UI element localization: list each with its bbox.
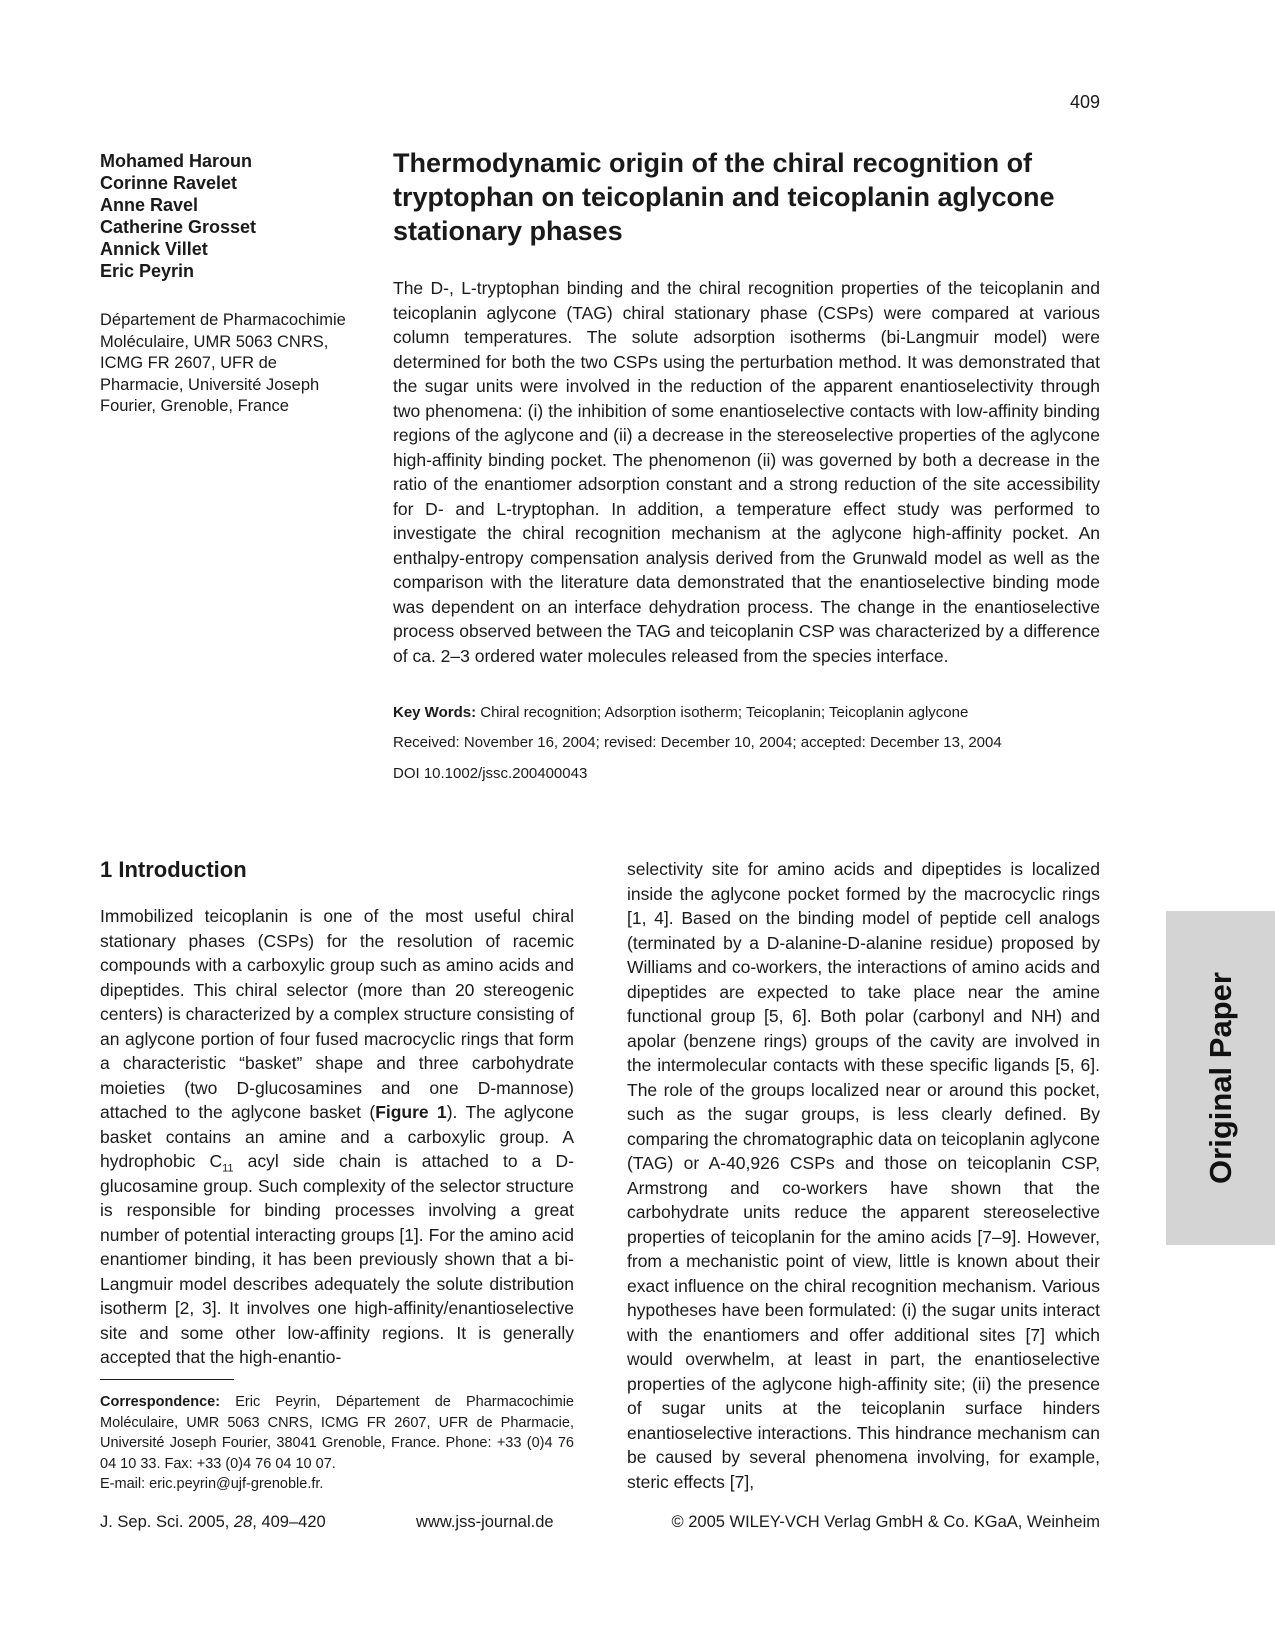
page-number: 409 bbox=[1069, 92, 1100, 112]
citation-suffix: , 409–420 bbox=[252, 1513, 326, 1531]
article-type-tab bbox=[1166, 911, 1275, 1245]
author-name: Eric Peyrin bbox=[100, 261, 195, 281]
intro-text: Immobilized teicoplanin is one of the most useful chiral stationary phases (CSPs) for the resolution of racemic compounds with a carboxylic group such as amino acids and dipeptides. This chiral selector (more than 20 stereogenic centers) is characterized by a complex structure consisting of an aglycone portion of four fused macrocyclic rings that form a characteristic “basket” shape and three carbohydrate moieties (two D-glucosamines and one D-mannose) attached to the aglycone basket ( bbox=[100, 906, 574, 1122]
affiliation-line: ICMG FR 2607, UFR de bbox=[100, 354, 277, 372]
author-list bbox=[100, 150, 360, 282]
affiliation-line: Département de Pharmacochimie bbox=[100, 311, 346, 329]
title-line: stationary phases bbox=[393, 216, 623, 246]
author-name: Catherine Grosset bbox=[100, 217, 257, 237]
correspondence-label: Correspondence: bbox=[100, 1394, 221, 1410]
received-dates: Received: November 16, 2004; revised: December 10, 2004; accepted: December 13, 2004 bbox=[393, 734, 1002, 751]
keywords-label: Key Words: bbox=[393, 704, 477, 721]
section-heading: 1 Introduction bbox=[100, 857, 247, 882]
intro-right-column: selectivity site for amino acids and dipeptides is localized inside the aglycone pocket formed by the macrocyclic rings [1, 4]. Based on the binding model of peptide cell analogs (terminated by a D-alanine-D-alanine residue) proposed by Williams and co-workers, the interactions of amino acids and dipeptides are expected to take place near the amine functional group [5, 6]. Both polar (carbonyl and NH) and apolar (benzene rings) groups of the cavity are involved in the intermolecular contacts with these specific ligands [5, 6]. The role of the groups localized near or around this pocket, such as the sugar groups, is less clearly defined. By comparing the chromatographic data on teicoplanin aglycone (TAG) or A-40,926 CSPs and those on teicoplanin CSP, Armstrong and co-workers have shown that the carbohydrate units reduce the apparent stereoselective properties of teicoplanin for the amino acids [7–9]. However, from a mechanistic point of view, little is known about their exact influence on the chiral recognition mechanism. Various hypotheses have been formulated: (i) the sugar units interact with the enantiomers and offer additional sites [7] which would overwhelm, at least in part, the enantioselective properties of the aglycone high-affinity site; (ii) the presence of sugar units at the teicoplanin surface hinders enantioselective interactions. This hindrance mechanism can be caused by several phenomena involving, for example, steric effects [7], bbox=[627, 859, 1100, 1492]
author-name: Corinne Ravelet bbox=[100, 173, 238, 193]
correspondence-email[interactable]: E-mail: eric.peyrin@ujf-grenoble.fr. bbox=[100, 1476, 324, 1492]
correspondence-note bbox=[100, 1392, 574, 1495]
affiliation-line: Pharmacie, Université Joseph bbox=[100, 375, 320, 394]
citation-volume: 28 bbox=[233, 1513, 253, 1531]
correspondence-text: Eric Peyrin, Département de Pharmacochimie Moléculaire, UMR 5063 CNRS, ICMG FR 2607, UFR de Pharmacie, Université Joseph Fourier, 38041 Grenoble, France. Phone: +33 (0)4 76 04 10 33. Fax: +33 (0)4 76 04 10 07. bbox=[100, 1394, 574, 1472]
journal-website-link[interactable]: www.jss-journal.de bbox=[416, 1513, 554, 1531]
paper-title bbox=[393, 146, 1113, 248]
doi: DOI 10.1002/jssc.200400043 bbox=[393, 765, 588, 782]
title-line: tryptophan on teicoplanin and teicoplanin aglycone bbox=[393, 182, 1055, 212]
footnote-divider bbox=[100, 1379, 234, 1380]
copyright-notice: © 2005 WILEY-VCH Verlag GmbH & Co. KGaA, Weinheim bbox=[671, 1513, 1100, 1531]
figure-reference[interactable]: Figure 1 bbox=[375, 1102, 447, 1122]
affiliation-line: Moléculaire, UMR 5063 CNRS, bbox=[100, 332, 329, 351]
keywords-text: Chiral recognition; Adsorption isotherm; Teicoplanin; Teicoplanin aglycone bbox=[476, 704, 969, 721]
title-line: Thermodynamic origin of the chiral recognition of bbox=[393, 148, 1033, 178]
subscript: 11 bbox=[222, 1162, 234, 1175]
journal-citation bbox=[100, 1513, 326, 1532]
affiliation-line: Fourier, Grenoble, France bbox=[100, 397, 289, 415]
citation-prefix: J. Sep. Sci. 2005, bbox=[100, 1513, 234, 1531]
author-name: Anne Ravel bbox=[100, 195, 199, 215]
keywords bbox=[393, 703, 1113, 723]
intro-text: ). The aglycone basket contains an amine and a carboxylic group. A hydrophobic C bbox=[100, 1102, 574, 1171]
abstract: The D-, L-tryptophan binding and the chiral recognition properties of the teicoplanin and teicoplanin aglycone (TAG) chiral stationary phase (CSPs) were compared at various column temperatures. The solute adsorption isotherms (bi-Langmuir model) were determined for both the two CSPs using the perturbation method. It was demonstrated that the sugar units were involved in the reduction of the apparent enantioselectivity through two phenomena: (i) the inhibition of some enantioselective contacts with low-affinity binding regions of the aglycone and (ii) a decrease in the stereoselective properties of the aglycone high-affinity binding pocket. The phenomenon (ii) was governed by both a decrease in the ratio of the enantiomer adsorption constant and a strong reduction of the site accessibility for D- and L-tryptophan. In addition, a temperature effect study was performed to investigate the chiral recognition mechanism at the aglycone high-affinity pocket. An enthalpy-entropy compensation analysis derived from the Grunwald model as well as the comparison with the literature data demonstrated that the enantioselective binding mode was dependent on an interface dehydration process. The change in the enantioselective process observed between the TAG and teicoplanin CSP was characterized by a difference of ca. 2–3 ordered water molecules released from the species interface. bbox=[393, 278, 1100, 666]
intro-left-column bbox=[100, 904, 574, 1370]
author-name: Annick Villet bbox=[100, 239, 208, 259]
author-name: Mohamed Haroun bbox=[100, 151, 253, 171]
affiliation bbox=[100, 310, 390, 418]
article-type-label: Original Paper bbox=[1202, 972, 1238, 1184]
intro-text: acyl side chain is attached to a D-glucosamine group. Such complexity of the selector structure is responsible for binding processes involving a great number of potential interacting groups [1]. For the amino acid enantiomer binding, it has been previously shown that a bi-Langmuir model describes adequately the solute distribution isotherm [2, 3]. It involves one high-affinity/enantioselective site and some other low-affinity regions. It is generally accepted that the high-enantio- bbox=[100, 1151, 574, 1367]
